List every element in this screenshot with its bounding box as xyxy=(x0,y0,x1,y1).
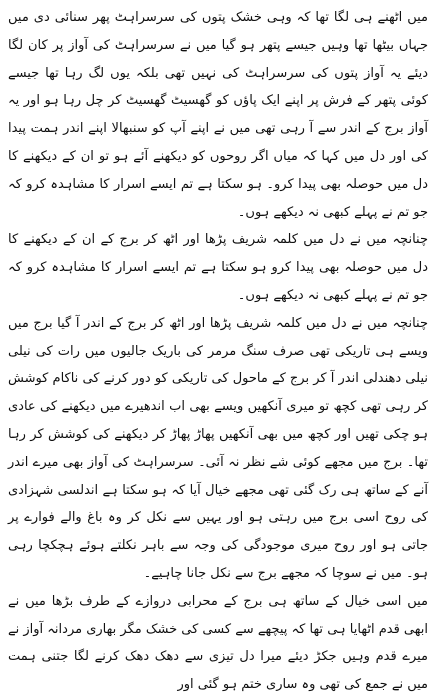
paragraph-3: چنانچہ میں نے دل میں کلمہ شریف پڑھا اور اٹھ کر برج کے اندر آ گیا برج میں ویسے ہی تاریکی تھی صرف سنگ مرمر کی باریک جالیوں میں رات کی نیلی نیلی دھندلی اندر آ کر برج کے ماحول کی تاریکی کو دور کرنے کی ناکام کوشش کر رہی تھی کچھ تو میری آنکھیں ویسے بھی اب اندھیرے میں دیکھنے کی عادی ہو چکی تھیں اور کچھ میں بھی آنکھیں پھاڑ پھاڑ کر دیکھنے کی کوشش کر رہا تھا۔ برج میں مجھے کوئی شے نظر نہ آئی۔ سرسراہٹ کی آواز بھی میرے اندر آنے کے ساتھ ہی رک گئی تھی مجھے خیال آیا کہ ہو سکتا ہے اندلسی شہزادی کی روح اسی برج میں رہتی ہو اور یہیں سے نکل کر وہ باغ والے فوارے پر جاتی ہو اور روح میری موجودگی کی وجہ سے باہر نکلتے ہوئے ہچکچا رہی ہو۔ میں نے سوچا کہ مجھے برج سے نکل جانا چاہیے۔ xyxy=(8,315,428,581)
paragraph-4: میں اسی خیال کے ساتھ ہی برج کے محرابی دروازے کے طرف بڑھا میں نے ابھی قدم اٹھایا ہی تھا کہ پیچھے سے کسی کی خشک مگر بھاری مردانہ آواز نے میرے قدم وہیں جکڑ دیئے میرا دل تیزی سے دھک دھک کرنے لگا جتنی ہمت میں نے جمع کی تھی وہ ساری ختم ہو گئی اور xyxy=(8,593,428,693)
paragraph-1: میں اٹھنے ہی لگا تھا کہ وہی خشک پتوں کی سرسراہٹ پھر سنائی دی میں جہاں بیٹھا تھا وہیں جیسے پتھر ہو گیا میں نے سرسراہٹ کی آواز پر کان لگا دیئے یہ آواز پتوں کی سرسراہٹ کی نہیں تھی بلکہ یوں لگ رہا تھا جیسے کوئی پتھر کے فرش پر اپنے ایک پاؤں کو گھسیٹ گھسیٹ کر چل رہا ہو اور یہ آواز برج کے اندر سے آ رہی تھی میں نے اپنے آپ کو سنبھالا اپنے اندر ہمت پیدا کی اور دل میں کہا کہ میاں اگر روحوں کو دیکھنے آئے ہو تو ان کے دیکھنے کا دل میں حوصلہ بھی پیدا کرو۔ ہو سکتا ہے تم ایسے اسرار کا مشاہدہ کرو کہ جو تم نے پہلے کبھی نہ دیکھے ہوں۔ xyxy=(8,10,428,220)
paragraph-2: چنانچہ میں نے دل میں کلمہ شریف پڑھا اور اٹھ کر برج کے ان کے دیکھنے کا دل میں حوصلہ بھی پیدا کرو ہو سکتا ہے تم ایسے اسرار کا مشاہدہ کرو کہ جو تم نے پہلے کبھی نہ دیکھے ہوں۔ xyxy=(8,232,428,303)
